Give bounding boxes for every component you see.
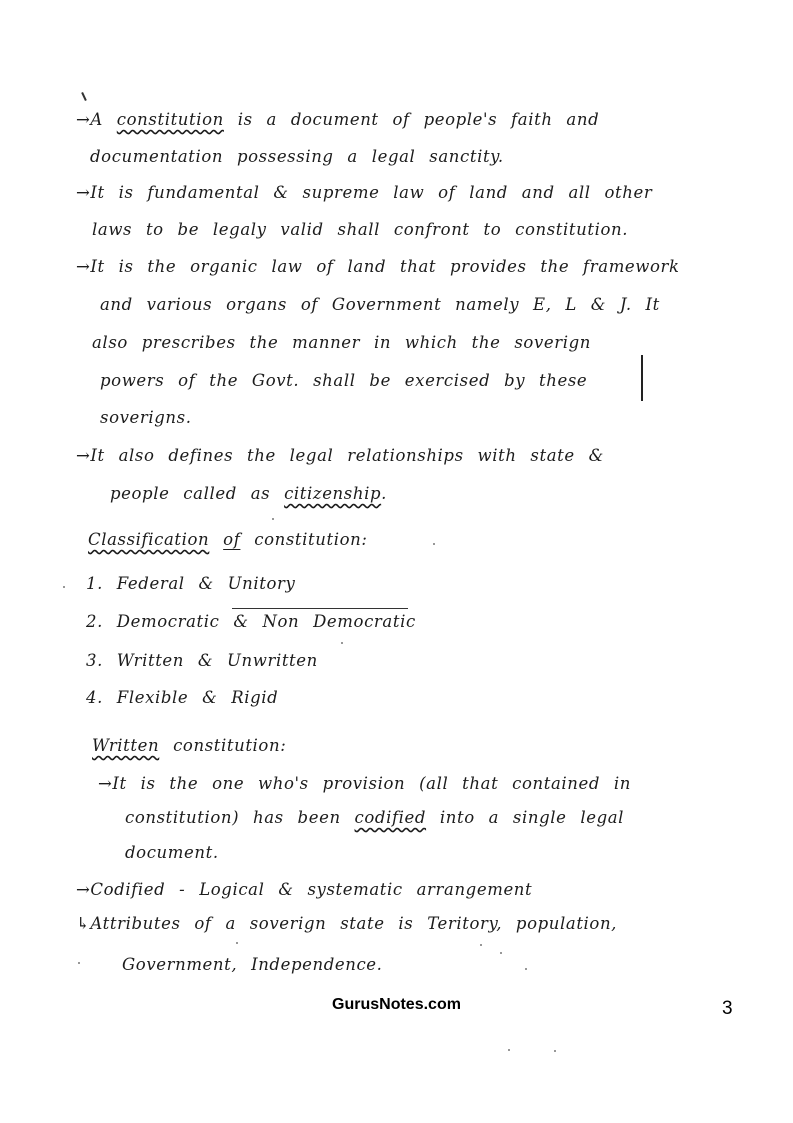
- line-text: into a single legal: [426, 808, 625, 827]
- note-line-5: →It is the organic law of land that provides the framework: [76, 257, 680, 276]
- speck: [236, 942, 238, 944]
- note-line-9: soverigns.: [100, 408, 192, 427]
- note-line-10: →It also defines the legal relationships with state &: [76, 446, 604, 465]
- speck: [272, 518, 274, 520]
- footer-site-name: GurusNotes.com: [332, 996, 461, 1013]
- note-line-6: and various organs of Government namely E, L & J. It: [100, 295, 660, 314]
- list-item-4: 4. Flexible & Rigid: [86, 688, 279, 707]
- underlined-term: constitution: [116, 110, 224, 129]
- page-number: 3: [722, 998, 733, 1019]
- speck: [63, 586, 65, 588]
- speck: [554, 1050, 556, 1052]
- note-line-2: documentation possessing a legal sanctity.: [90, 147, 504, 166]
- line-text: is a document of people's faith and: [223, 110, 600, 129]
- note-line-11: [110, 484, 387, 503]
- heading-word: Classification: [88, 530, 210, 549]
- list-item-3: 3. Written & Unwritten: [86, 651, 318, 670]
- note-line-attributes-cont: Government, Independence.: [122, 955, 383, 974]
- line-text: constitution:: [159, 736, 287, 755]
- note-line-attributes: ↳Attributes of a soverign state is Teritory, population,: [76, 914, 618, 933]
- heading-word: of: [223, 530, 241, 549]
- margin-bar: [641, 355, 643, 401]
- line-text: people called as: [110, 484, 285, 503]
- line-text: →A: [76, 110, 117, 129]
- line-text: constitution:: [240, 530, 368, 549]
- speck: [525, 968, 527, 970]
- line-text: [209, 530, 223, 549]
- speck: [480, 944, 482, 946]
- note-line-codified: →Codified - Logical & systematic arrangement: [76, 880, 533, 899]
- underlined-term: codified: [354, 808, 427, 827]
- line-text: constitution) has been: [125, 808, 355, 827]
- note-line-7: also prescribes the manner in which the soverign: [92, 333, 591, 352]
- underlined-term: citizenship: [284, 484, 382, 503]
- line-text: .: [381, 484, 387, 503]
- section-heading-classification: [88, 530, 368, 549]
- section-heading-written: [92, 736, 286, 755]
- heading-word: Written: [92, 736, 160, 755]
- speck: [433, 543, 435, 545]
- speck: [508, 1049, 510, 1051]
- note-line-4: laws to be legaly valid shall confront to constitution.: [92, 220, 629, 239]
- pen-tick-mark: [81, 92, 87, 101]
- overline-stroke: [232, 608, 408, 609]
- note-line-written-1: →It is the one who's provision (all that contained in: [98, 774, 632, 793]
- note-line-8: powers of the Govt. shall be exercised by these: [100, 371, 588, 390]
- speck: [78, 962, 80, 964]
- list-item-2: 2. Democratic & Non Democratic: [86, 612, 416, 631]
- list-item-1: 1. Federal & Unitory: [86, 574, 296, 593]
- note-line-3: →It is fundamental & supreme law of land and all other: [76, 183, 653, 202]
- speck: [341, 642, 343, 644]
- speck: [500, 952, 502, 954]
- note-line-written-3: document.: [125, 843, 219, 862]
- note-line-1: [76, 110, 599, 129]
- note-line-written-2: [125, 808, 624, 827]
